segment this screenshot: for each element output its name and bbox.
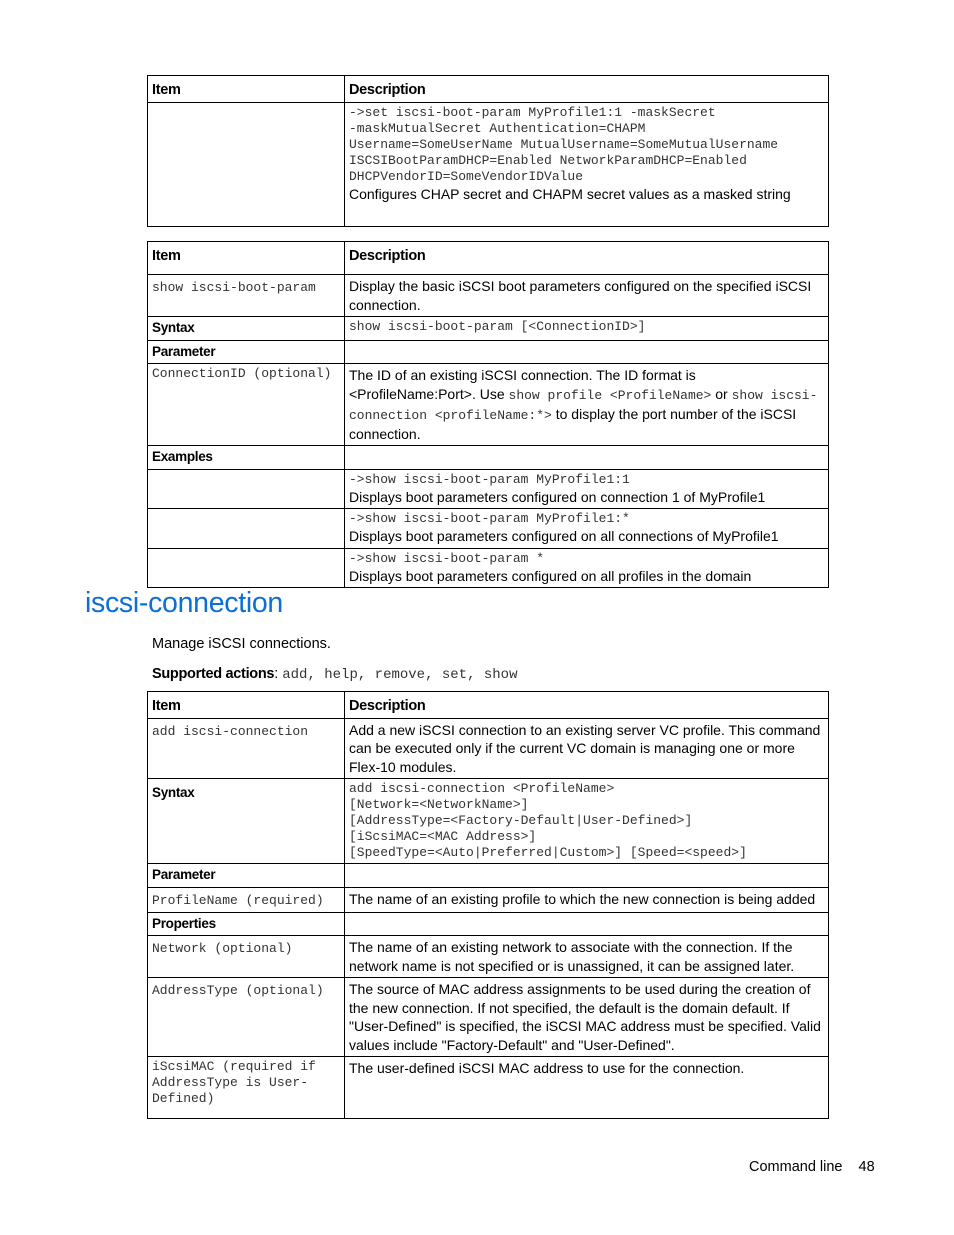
syntax-line: [SpeedType=<Auto|Preferred|Custom>] [Speed=<speed>] <box>349 845 747 860</box>
command-description: Add a new iSCSI connection to an existing server VC profile. This command can be executed only if the current VC domain is managing one or more Flex-10 modules. <box>345 718 829 779</box>
parameter-label: Parameter <box>148 864 345 888</box>
table-row <box>148 718 829 779</box>
property-name: Network (optional) <box>152 941 293 956</box>
section-title: iscsi-connection <box>85 587 283 619</box>
command-line: Username=SomeUserName MutualUsername=SomeMutualUsername <box>349 136 779 152</box>
syntax-line: add iscsi-connection <ProfileName> <box>349 781 615 796</box>
properties-label: Properties <box>148 912 345 936</box>
table-header-row <box>148 242 829 275</box>
example-command: ->show iscsi-boot-param MyProfile1:* <box>349 511 630 526</box>
table-header-row <box>148 692 829 719</box>
syntax-text: show iscsi-boot-param [<ConnectionID>] <box>349 319 646 334</box>
parameter-name: ConnectionID (optional) <box>152 366 332 381</box>
table-row <box>148 364 829 446</box>
show-iscsi-boot-param-table <box>147 241 829 588</box>
supported-actions-list: add, help, remove, set, show <box>282 667 518 683</box>
example-command: ->show iscsi-boot-param MyProfile1:1 <box>349 471 630 487</box>
page-number: 48 <box>858 1159 875 1175</box>
set-iscsi-boot-param-table <box>147 75 829 227</box>
table-row <box>148 469 829 509</box>
command-name: show iscsi-boot-param <box>152 280 316 295</box>
table-row <box>148 340 829 364</box>
parameter-name: ProfileName (required) <box>152 892 324 908</box>
table-row <box>148 887 829 912</box>
table-row <box>148 864 829 888</box>
property-description: The user-defined iSCSI MAC address to use for the connection. <box>345 1057 829 1119</box>
supported-actions-label: Supported actions <box>152 666 275 682</box>
table-row <box>148 912 829 936</box>
property-name: AddressType (optional) <box>152 983 324 998</box>
table-row <box>148 1057 829 1119</box>
table-row <box>148 317 829 341</box>
example-description: Displays boot parameters configured on all profiles in the domain <box>349 567 752 584</box>
command-name: add iscsi-connection <box>152 723 309 739</box>
table-row <box>148 779 829 864</box>
parameter-description: The name of an existing profile to which the new connection is being added <box>345 887 829 912</box>
table-row <box>148 978 829 1057</box>
header-item: Item <box>148 692 345 719</box>
section-intro: Manage iSCSI connections. <box>152 636 331 652</box>
inline-code: show profile <ProfileName> <box>508 387 712 403</box>
syntax-line: [iScsiMAC=<MAC Address>] <box>349 829 537 844</box>
examples-label: Examples <box>148 446 345 470</box>
example-command: ->show iscsi-boot-param * <box>349 550 545 566</box>
header-item: Item <box>148 76 345 103</box>
table-row <box>148 102 829 226</box>
property-description: The name of an existing network to associate with the connection. If the network name is not specified or is unassigned, it can be assigned later. <box>345 936 829 978</box>
table-row <box>148 509 829 549</box>
property-name: iScsiMAC (required if AddressType is User-Defined) <box>152 1059 324 1106</box>
table-header-row <box>148 76 829 103</box>
empty-cell <box>148 102 345 226</box>
add-iscsi-connection-table <box>147 691 829 1119</box>
header-description: Description <box>345 242 829 275</box>
parameter-label: Parameter <box>148 340 345 364</box>
table-row <box>148 936 829 978</box>
supported-actions: Supported actions: add, help, remove, set, show <box>152 666 518 683</box>
syntax-label: Syntax <box>148 779 345 864</box>
page-footer <box>749 1159 875 1175</box>
syntax-line: [AddressType=<Factory-Default|User-Defined>] <box>349 813 693 828</box>
command-line: -maskMutualSecret Authentication=CHAPM <box>349 120 646 136</box>
header-description: Description <box>345 76 829 103</box>
example-description: Displays boot parameters configured on connection 1 of MyProfile1 <box>349 488 766 505</box>
table-row <box>148 446 829 470</box>
header-description: Description <box>345 692 829 719</box>
command-line: ->set iscsi-boot-param MyProfile1:1 -maskSecret <box>349 104 716 120</box>
table-row <box>148 548 829 588</box>
command-line: DHCPVendorID=SomeVendorIDValue <box>349 168 584 184</box>
footer-section: Command line <box>749 1159 843 1175</box>
command-description: Configures CHAP secret and CHAPM secret values as a masked string <box>349 185 791 202</box>
syntax-line: [Network=<NetworkName>] <box>349 797 529 812</box>
property-description: The source of MAC address assignments to be used during the creation of the new connection. If not specified, the default is the domain default. If "User-Defined" is specified, the iSCSI MAC address must be specified. Valid values include "Factory-Default" and "User-Defined". <box>345 978 829 1057</box>
header-item: Item <box>148 242 345 275</box>
command-line: ISCSIBootParamDHCP=Enabled NetworkParamDHCP=Enabled <box>349 152 747 168</box>
inline-code: show iscsi-connection <profileName:*> <box>349 387 818 423</box>
syntax-label: Syntax <box>148 317 345 341</box>
command-description: Display the basic iSCSI boot parameters configured on the specified iSCSI connection. <box>345 275 829 317</box>
parameter-description: The ID of an existing iSCSI connection. The ID format is <ProfileName:Port>. Use show profile <ProfileName> or show iscsi-connection <profileName:*> to display the port number of the iSCSI connection. <box>345 364 829 446</box>
example-description: Displays boot parameters configured on all connections of MyProfile1 <box>349 528 779 544</box>
description-cell <box>345 102 829 226</box>
table-row <box>148 275 829 317</box>
